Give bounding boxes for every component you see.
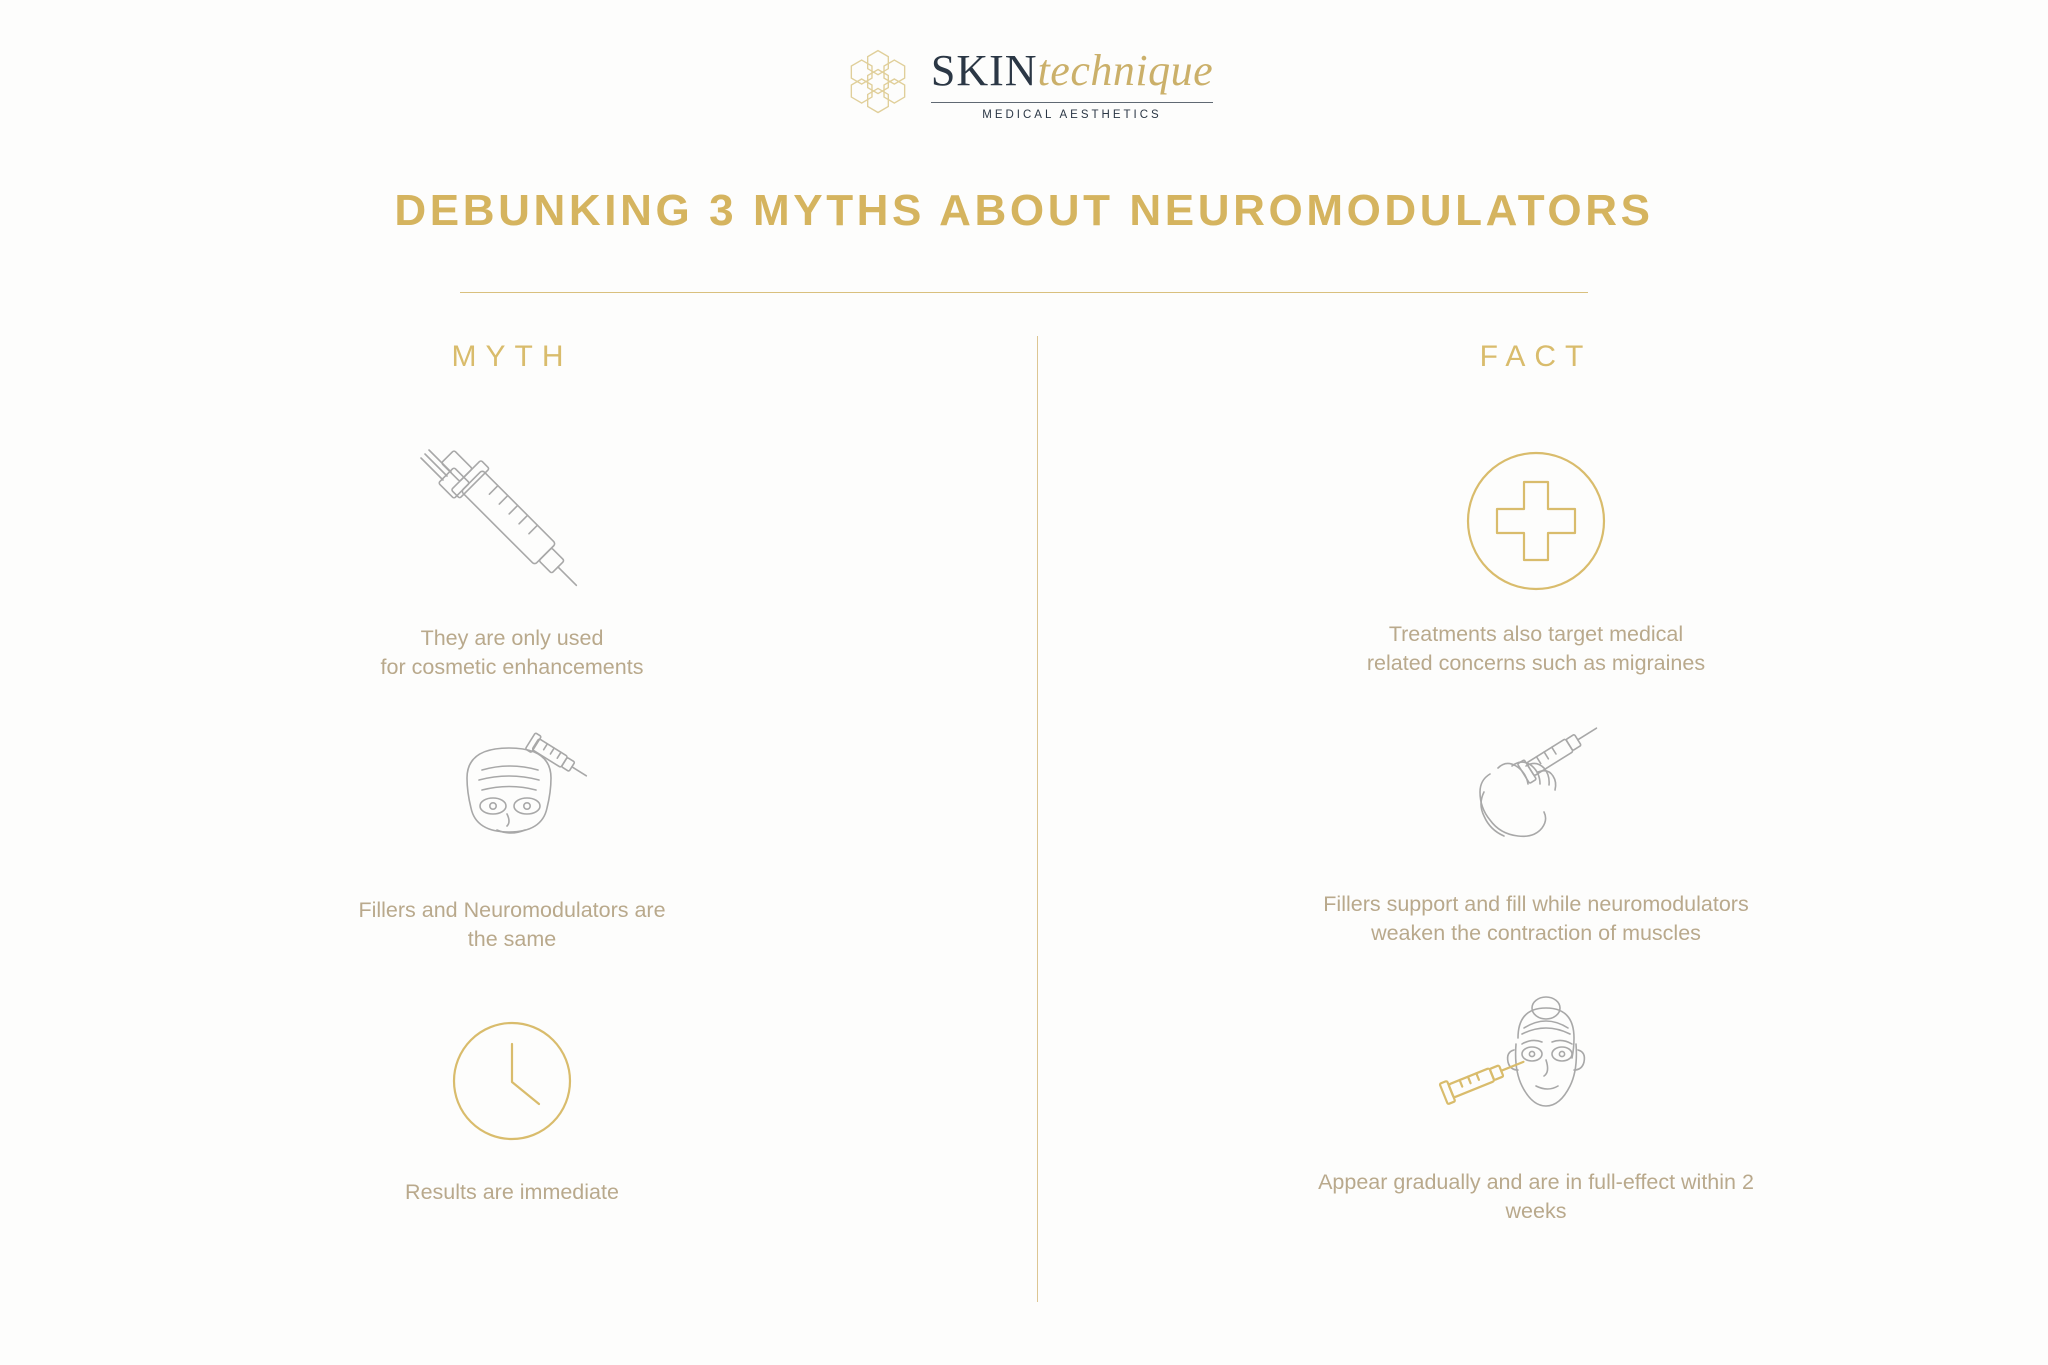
face-injection-icon [427, 730, 597, 870]
medical-cross-circle-icon [1461, 436, 1611, 606]
fact-caption-2-line1: Fillers support and fill while neuromodulators [1323, 892, 1749, 917]
page-title: DEBUNKING 3 MYTHS ABOUT NEUROMODULATORS [394, 186, 1654, 235]
clock-icon [447, 1016, 577, 1146]
myth-caption-1-line2: for cosmetic enhancements [380, 655, 644, 680]
myth-caption-1-line1: They are only used [420, 626, 604, 650]
comparison-columns [0, 340, 2048, 1226]
fact-item-3 [1318, 992, 1754, 1226]
myth-caption-3 [405, 1178, 619, 1207]
brand-logo [0, 42, 2048, 128]
fact-caption-3-line2: weeks [1505, 1199, 1567, 1224]
myth-caption-2-line1: Fillers and Neuromodulators are [358, 898, 666, 923]
fact-caption-1-line1: Treatments also target medical [1388, 622, 1684, 646]
myth-item-2 [358, 730, 665, 954]
hand-holding-syringe-icon [1446, 722, 1626, 862]
syringe-icon [407, 436, 617, 606]
column-heading-fact: FACT [1479, 340, 1593, 373]
myth-caption-3-line1: Results are immediate [405, 1180, 619, 1205]
myth-item-3 [405, 1016, 619, 1207]
fact-item-1 [1367, 436, 1705, 678]
fact-item-2 [1323, 722, 1748, 948]
logo-tagline: MEDICAL AESTHETICS [982, 109, 1162, 121]
logo-name-primary: SKIN [930, 46, 1038, 95]
myth-caption-2 [358, 896, 665, 954]
fact-caption-1-line2: related concerns such as migraines [1366, 651, 1706, 676]
fact-caption-1 [1367, 620, 1705, 678]
fact-caption-2 [1323, 890, 1748, 948]
logo-name-secondary: technique [1037, 46, 1214, 95]
myth-item-1 [381, 436, 644, 682]
myth-caption-2-line2: the same [467, 927, 557, 952]
woman-face-syringe-icon [1426, 992, 1646, 1152]
column-heading-myth: MYTH [451, 340, 573, 373]
myth-caption-1 [381, 624, 644, 682]
honeycomb-icon [835, 42, 921, 128]
fact-caption-2-line2: weaken the contraction of muscles [1371, 921, 1701, 946]
title-divider [460, 292, 1588, 293]
logo-divider [931, 102, 1213, 103]
fact-caption-3 [1318, 1168, 1754, 1226]
column-fact [1024, 340, 2048, 1226]
column-myth [0, 340, 1024, 1226]
fact-caption-3-line1: Appear gradually and are in full-effect within 2 [1318, 1170, 1754, 1195]
